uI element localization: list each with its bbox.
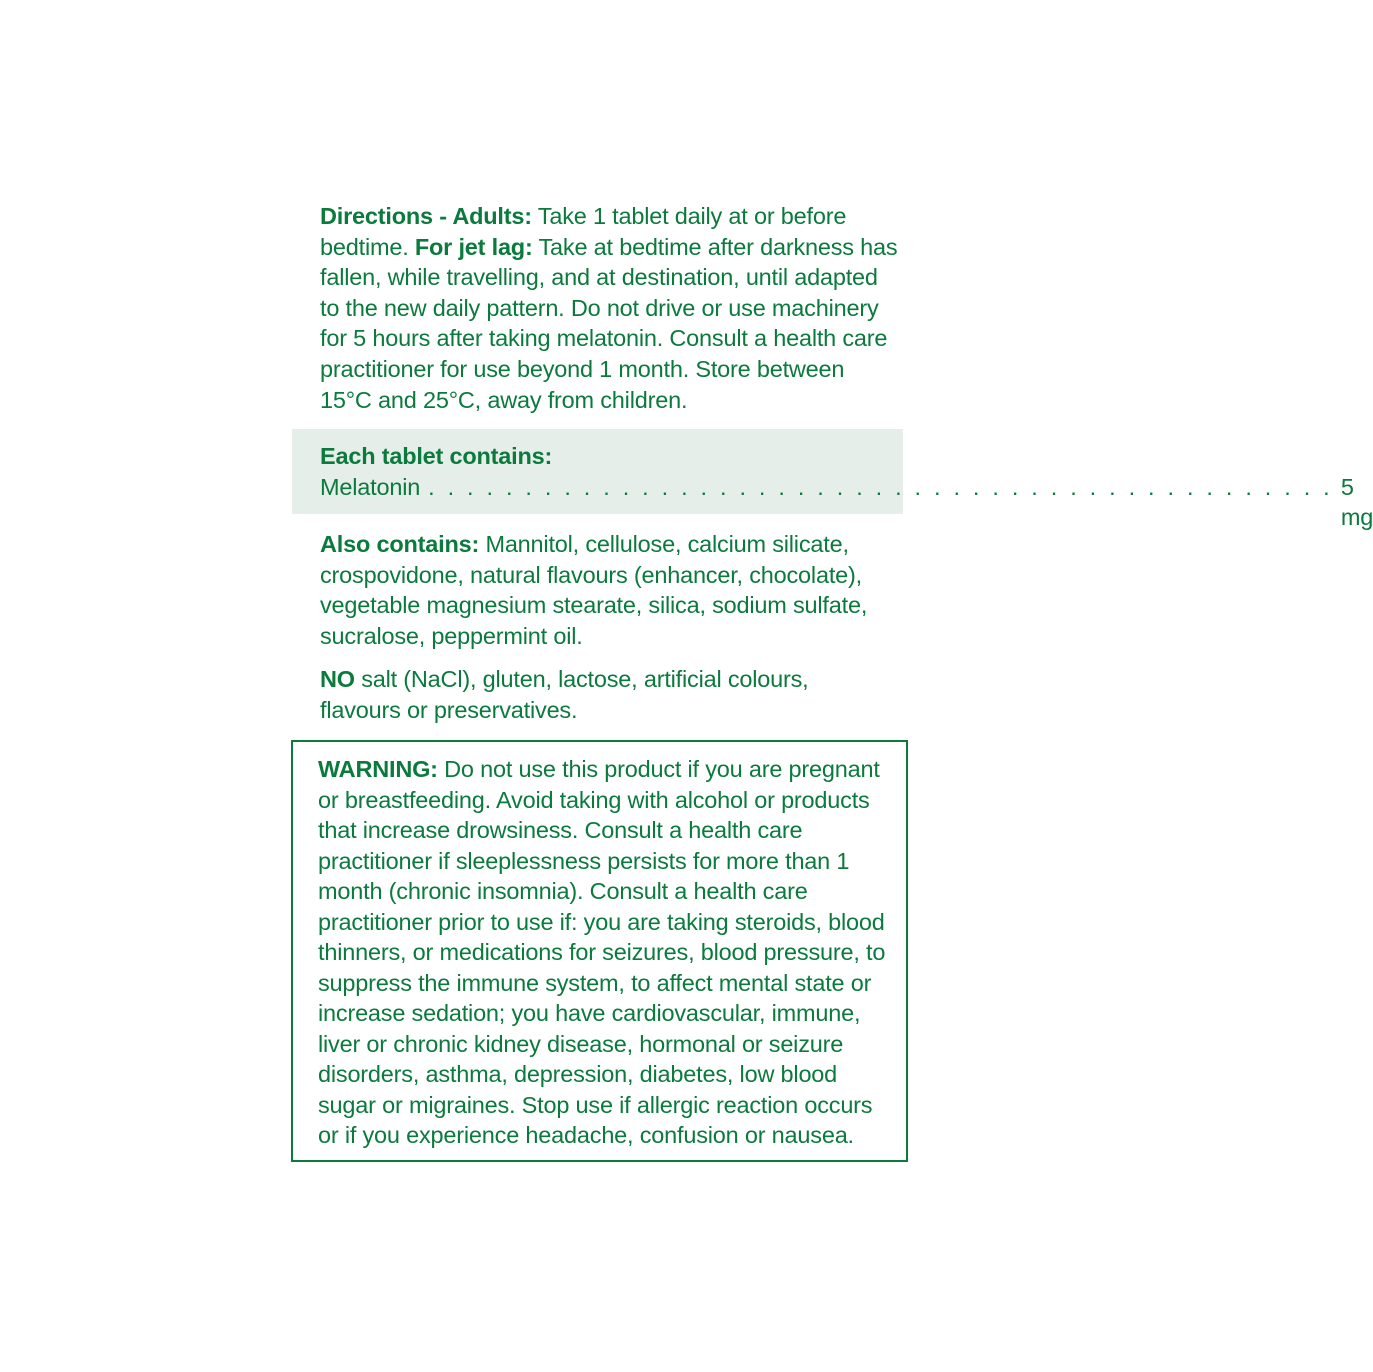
- directions-label: Directions - Adults:: [320, 203, 532, 229]
- ingredient-row: [320, 472, 1373, 532]
- directions-text-part2: Take at bedtime after darkness has fallen, while travelling, and at destination, until adapted to the new daily pattern. Do not drive or use machinery for 5 hours after taking melatonin. Consult a health care practitioner for use beyond 1 month. Store between 15°C and 25°C, away from children.: [320, 233, 898, 413]
- directions-text-part1: Take 1 tablet daily at or before bedtime.: [320, 203, 847, 260]
- also-contains-text: [320, 529, 880, 651]
- warning-label: WARNING:: [318, 756, 438, 782]
- jet-lag-label: For jet lag:: [414, 233, 533, 260]
- free-of-label: NO: [320, 666, 355, 692]
- also-contains-list: Mannitol, cellulose, calcium silicate, crospovidone, natural flavours (enhancer, chocolate), vegetable magnesium stearate, silica, sodium sulfate, sucralose, peppermint oil.: [320, 531, 868, 649]
- warning-box: [291, 740, 908, 1162]
- ingredient-name: Melatonin: [320, 474, 421, 500]
- ingredient-amount: 5 mg: [1340, 474, 1373, 530]
- ingredients-title: Each tablet contains:: [320, 443, 553, 469]
- free-of-list: salt (NaCl), gluten, lactose, artificial colours, flavours or preservatives.: [320, 666, 809, 723]
- free-of-text: [320, 664, 880, 725]
- also-contains-label: Also contains:: [320, 531, 480, 557]
- warning-body: Do not use this product if you are pregnant or breastfeeding. Avoid taking with alcohol or products that increase drowsiness. Consult a health care practitioner if sleeplessness persists for more than 1 month (chronic insomnia). Consult a health care practitioner prior to use if: you are taking steroids, blood thinners, or medications for seizures, blood pressure, to suppress the immune system, to affect mental state or increase sedation; you have cardiovascular, immune, liver or chronic kidney disease, hormonal or seizure disorders, asthma, depression, diabetes, low blood sugar or migraines. Stop use if allergic reaction occurs or if you experience headache, confusion or nausea.: [318, 756, 886, 1148]
- leader-dots: . . . . . . . . . . . . . . . . . . . . . . . . . . . . . . . . . . . . . . . . . . . . . . .: [428, 474, 1333, 500]
- ingredients-panel: [292, 429, 1373, 530]
- directions-text: [320, 201, 900, 415]
- warning-text: [318, 754, 890, 1151]
